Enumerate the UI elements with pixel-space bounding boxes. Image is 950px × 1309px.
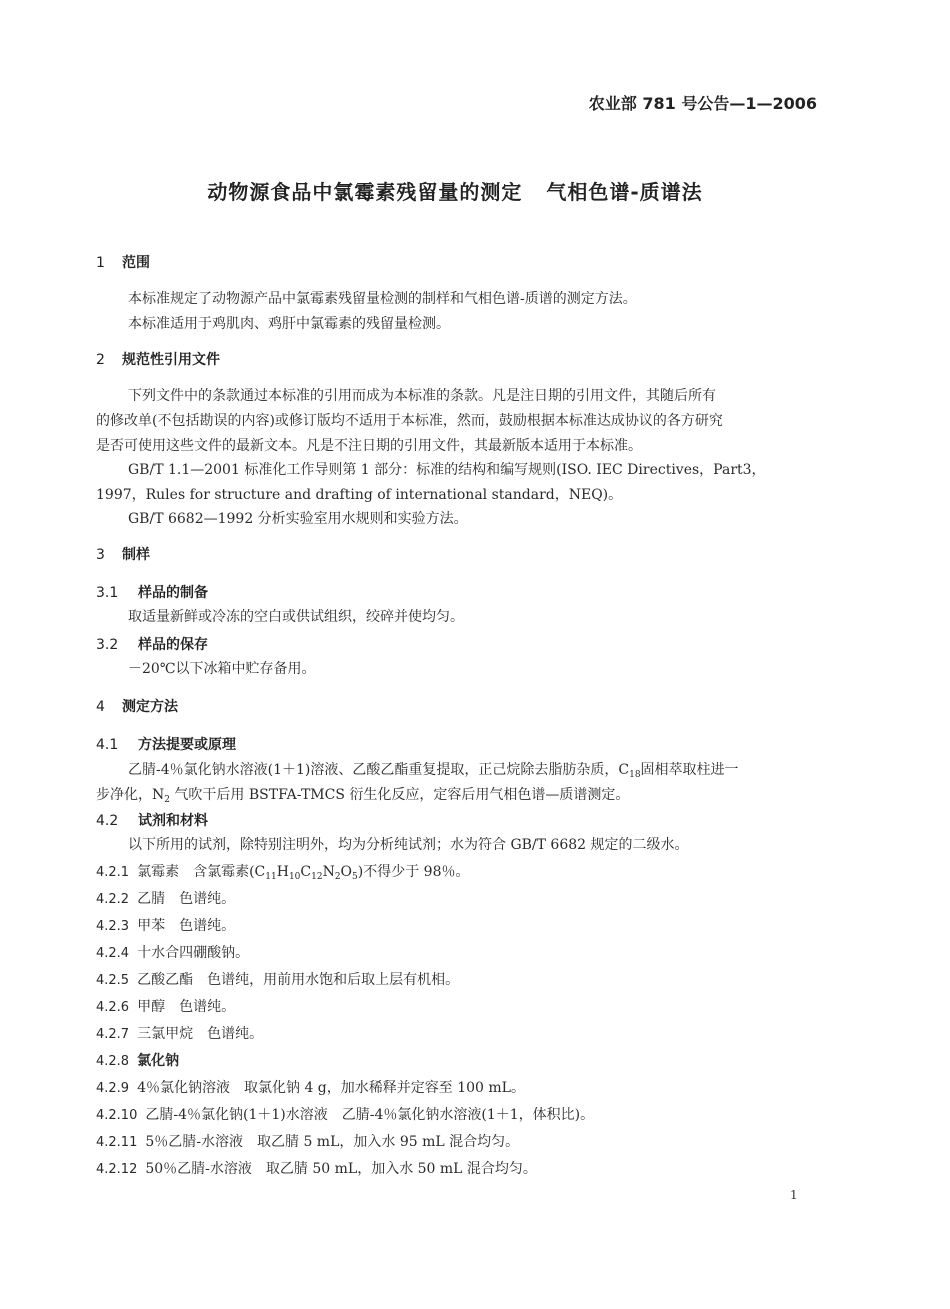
subsection-heading <box>96 582 208 602</box>
item-name: 三氯甲烷 <box>137 1026 194 1042</box>
reference-line: 1997，Rules for structure and drafting of international standard，NEQ)。 <box>96 487 623 503</box>
section-number: 1 <box>96 255 105 271</box>
item-desc: 取乙腈 50 mL，加入水 50 mL 混合均匀。 <box>265 1161 537 1177</box>
subscript: 12 <box>311 872 323 882</box>
subsection-number: 4.2 <box>96 813 119 829</box>
item-name: 乙酸乙酯 <box>137 972 194 988</box>
text-run: N <box>322 864 335 880</box>
reagent-item <box>96 1158 537 1178</box>
text-run: 含氯霉素(C <box>193 864 266 880</box>
subsection-title: 方法提要或原理 <box>138 737 236 753</box>
subsection-title: 样品的保存 <box>138 637 208 653</box>
subscript: 2 <box>164 795 170 805</box>
subsection-heading <box>96 634 208 654</box>
item-number: 4.2.6 <box>96 1000 130 1015</box>
item-desc: 色谱纯。 <box>179 999 236 1015</box>
subscript: 11 <box>265 872 277 882</box>
subsection-number: 4.1 <box>96 737 119 753</box>
item-number: 4.2.9 <box>96 1081 130 1096</box>
subsection-title: 试剂和材料 <box>138 813 208 829</box>
item-desc <box>193 864 469 880</box>
reagent-item <box>96 915 235 935</box>
item-number: 4.2.5 <box>96 973 130 988</box>
item-desc: 取乙腈 5 mL，加入水 95 mL 混合均匀。 <box>257 1134 520 1150</box>
item-name: 4％氯化钠溶液 <box>137 1080 230 1096</box>
section-title: 范围 <box>122 255 150 271</box>
subscript: 2 <box>334 872 341 882</box>
item-number: 4.2.12 <box>96 1162 138 1177</box>
section-2-heading <box>96 349 220 369</box>
item-number: 4.2.10 <box>96 1108 138 1123</box>
subsection-title: 样品的制备 <box>138 585 208 601</box>
item-number: 4.2.8 <box>96 1054 130 1069</box>
reagent-item <box>96 1023 263 1043</box>
paragraph: 本标准规定了动物源产品中氯霉素残留量检测的制样和气相色谱-质谱的测定方法。 <box>128 291 637 307</box>
section-1-heading <box>96 252 150 272</box>
section-title: 制样 <box>122 547 150 563</box>
text-run: C <box>300 864 312 880</box>
page-title <box>0 176 910 205</box>
paragraph-line: 是否可使用这些文件的最新文本。凡是不注日期的引用文件，其最新版本适用于本标准。 <box>96 438 642 454</box>
paragraph-line: 下列文件中的条款通过本标准的引用而成为本标准的条款。凡是注日期的引用文件，其随后所有 <box>128 388 716 404</box>
section-number: 3 <box>96 547 105 563</box>
item-name: 乙腈-4％氯化钠(1＋1)水溶液 <box>145 1107 328 1123</box>
reference-line: GB/T 1.1—2001 标准化工作导则第 1 部分：标准的结构和编写规则(ISO. IEC Directives，Part3， <box>128 462 766 478</box>
subsection-number: 3.2 <box>96 637 119 653</box>
document-code: 农业部 781 号公告—1—2006 <box>588 94 817 113</box>
item-number: 4.2.3 <box>96 919 130 934</box>
reagent-item <box>96 1077 525 1097</box>
paragraph: 取适量新鲜或冷冻的空白或供试组织，绞碎并使均匀。 <box>128 609 464 625</box>
reagent-item <box>96 969 459 989</box>
reagent-item <box>96 942 263 962</box>
title-method: 气相色谱-质谱法 <box>546 180 703 204</box>
reagent-item <box>96 1131 519 1151</box>
item-number: 4.2.2 <box>96 892 130 907</box>
paragraph-line <box>96 784 629 804</box>
section-4-heading <box>96 696 178 716</box>
reagent-item <box>96 1104 594 1124</box>
item-name: 氯化钠 <box>137 1053 180 1069</box>
item-desc: 色谱纯。 <box>179 918 236 934</box>
subsection-number: 3.1 <box>96 585 119 601</box>
paragraph: －20℃以下冰箱中贮存备用。 <box>128 661 316 677</box>
section-3-heading <box>96 544 150 564</box>
subscript: 18 <box>629 770 641 780</box>
item-number: 4.2.1 <box>96 865 130 880</box>
title-main: 动物源食品中氯霉素残留量的测定 <box>207 180 523 204</box>
paragraph-line <box>128 759 739 779</box>
reagent-item <box>96 996 235 1016</box>
item-number: 4.2.11 <box>96 1135 138 1150</box>
section-title: 测定方法 <box>122 699 178 715</box>
text-run: O <box>340 864 353 880</box>
text-run: 固相萃取柱进一 <box>640 762 739 778</box>
text-run: 气吹干后用 BSTFA-TMCS 衍生化反应，定容后用气相色谱—质谱测定。 <box>169 787 630 803</box>
item-number: 4.2.7 <box>96 1027 130 1042</box>
reference-line: GB/T 6682—1992 分析实验室用水规则和实验方法。 <box>128 511 468 527</box>
item-name: 甲醇 <box>137 999 166 1015</box>
item-name: 50％乙腈-水溶液 <box>145 1161 252 1177</box>
reagent-item <box>96 888 235 908</box>
item-name: 十水合四硼酸钠。 <box>137 945 250 961</box>
item-desc: 取氯化钠 4 g，加水稀释并定容至 100 mL。 <box>244 1080 525 1096</box>
section-number: 4 <box>96 699 105 715</box>
item-name: 5％乙腈-水溶液 <box>145 1134 243 1150</box>
page-number: 1 <box>790 1188 798 1202</box>
paragraph-line: 的修改单(不包括勘误的内容)或修订版均不适用于本标准，然而，鼓励根据本标准达成协议的各方研究 <box>96 413 723 429</box>
text-run: )不得少于 98％。 <box>357 864 470 880</box>
text-run: H <box>276 864 289 880</box>
subsection-heading <box>96 734 236 754</box>
item-name: 乙腈 <box>137 891 166 907</box>
reagent-item <box>96 861 470 881</box>
item-name: 甲苯 <box>137 918 166 934</box>
section-number: 2 <box>96 352 105 368</box>
item-desc: 乙腈-4％氯化钠水溶液(1＋1，体积比)。 <box>341 1107 595 1123</box>
item-name: 氯霉素 <box>137 864 180 880</box>
subscript: 10 <box>288 872 301 882</box>
section-title: 规范性引用文件 <box>122 352 220 368</box>
item-desc: 色谱纯，用前用水饱和后取上层有机相。 <box>207 972 460 988</box>
subsection-heading <box>96 810 208 830</box>
item-desc: 色谱纯。 <box>179 891 236 907</box>
item-number: 4.2.4 <box>96 946 130 961</box>
subscript: 5 <box>352 872 358 882</box>
paragraph: 以下所用的试剂，除特别注明外，均为分析纯试剂；水为符合 GB/T 6682 规定的二级水。 <box>128 837 689 853</box>
text-run: 步净化，N <box>96 787 165 803</box>
paragraph: 本标准适用于鸡肌肉、鸡肝中氯霉素的残留量检测。 <box>128 316 450 332</box>
text-run: 乙腈-4％氯化钠水溶液(1＋1)溶液、乙酸乙酯重复提取，正己烷除去脂肪杂质，C <box>128 762 630 778</box>
reagent-item <box>96 1050 193 1070</box>
item-desc: 色谱纯。 <box>207 1026 264 1042</box>
